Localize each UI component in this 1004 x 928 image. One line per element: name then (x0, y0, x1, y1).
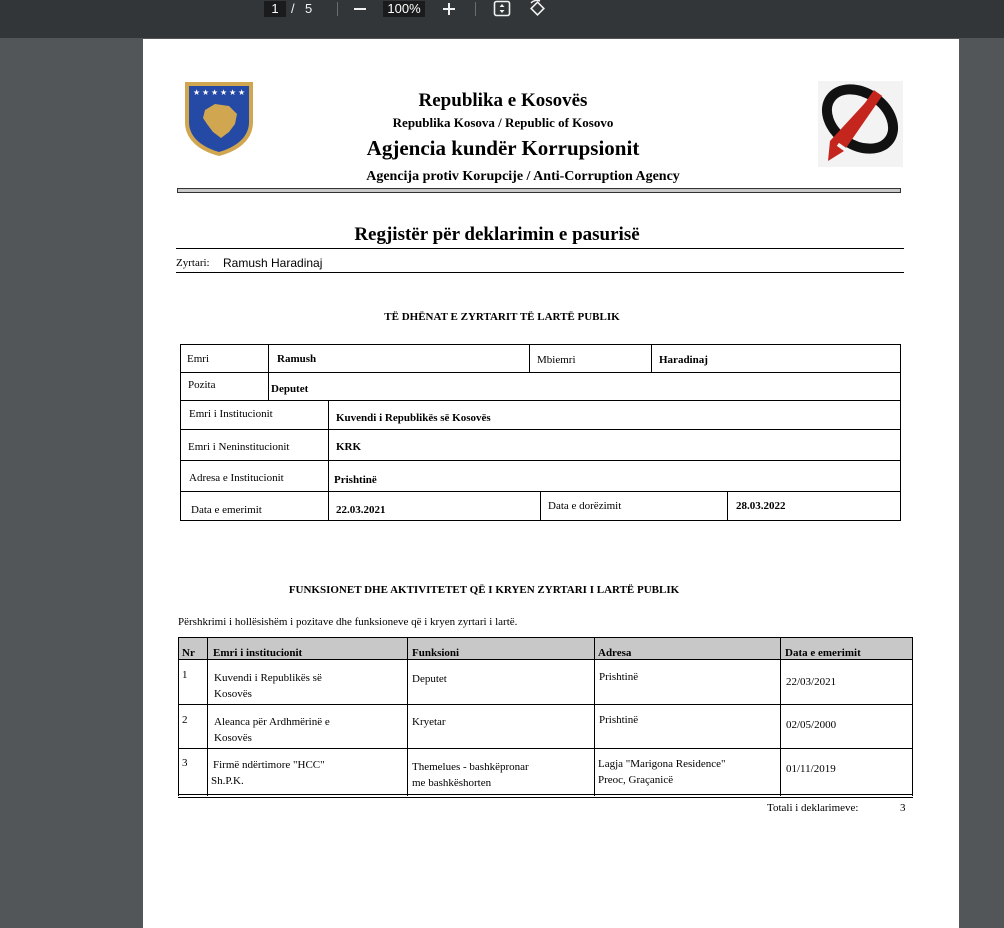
zoom-in-icon (439, 0, 459, 18)
appointment-date-value: 22.03.2021 (336, 504, 386, 516)
header-title-republic-translations: Republika Kosova / Republic of Kosovo (392, 115, 614, 130)
row-3-function-line2: me bashkëshorten (412, 777, 492, 789)
header-title-republic: Republika e Kosovës (418, 90, 588, 111)
row-2-nr: 2 (182, 714, 188, 726)
functions-section-title: FUNKSIONET DHE AKTIVITETET QË I KRYEN ZYRTARI I LARTË PUBLIK (288, 584, 680, 596)
institution-label: Emri i Institucionit (189, 408, 273, 420)
header-institution: Emri i institucionit (213, 647, 303, 659)
institution-value: Kuvendi i Republikës së Kosovës (336, 412, 491, 424)
row-3-address-line2: Preoc, Graçanicë (598, 774, 674, 786)
table-rule (540, 491, 541, 521)
zoom-in-button[interactable] (439, 0, 459, 18)
last-name-value: Haradinaj (659, 354, 708, 366)
table-rule (268, 372, 269, 400)
page-number-input[interactable]: 1 (264, 1, 286, 17)
last-name-label: Mbiemri (537, 354, 576, 366)
table-rule (328, 491, 329, 521)
submission-date-label: Data e dorëzimit (548, 500, 622, 512)
pdf-toolbar (0, 0, 1004, 38)
divider (176, 248, 904, 249)
total-pages: 5 (305, 1, 313, 16)
header-address: Adresa (598, 647, 632, 659)
table-rule (529, 345, 530, 372)
toolbar-divider (475, 2, 476, 16)
toolbar-divider (337, 2, 338, 16)
table-rule (780, 637, 781, 796)
row-3-institution-line1: Firmë ndërtimore "HCC" (213, 759, 325, 771)
table-rule (328, 429, 329, 460)
table-rule (912, 637, 913, 796)
row-3-nr: 3 (182, 757, 188, 769)
table-rule (181, 372, 900, 373)
position-label: Pozita (188, 379, 216, 391)
zoom-out-icon (350, 0, 370, 18)
total-declarations-label: Totali i deklarimeve: (767, 802, 859, 814)
row-1-institution-line1: Kuvendi i Republikës së (214, 672, 322, 684)
row-1-address: Prishtinë (599, 671, 639, 683)
row-2-institution-line1: Aleanca për Ardhmërinë e (214, 716, 330, 728)
row-1-function: Deputet (412, 673, 447, 685)
svg-text:★: ★ (220, 88, 228, 97)
submission-date-value: 28.03.2022 (736, 500, 786, 512)
fit-page-icon (492, 0, 512, 18)
table-rule (268, 345, 269, 372)
register-title: Regjistër për deklarimin e pasurisë (354, 224, 640, 245)
row-3-address-line1: Lagja "Marigona Residence" (598, 758, 726, 770)
table-rule (328, 400, 329, 429)
table-rule (407, 637, 408, 796)
page-separator: / (291, 1, 295, 16)
institution-address-value: Prishtinë (334, 474, 377, 486)
official-name: Ramush Haradinaj (223, 256, 323, 270)
header-title-agency-translations: Agencija protiv Korupcije / Anti-Corruption Agency (366, 169, 680, 184)
svg-text:★: ★ (211, 88, 219, 97)
row-2-address: Prishtinë (599, 714, 639, 726)
header-function: Funksioni (412, 647, 460, 659)
position-value: Deputet (271, 383, 309, 395)
row-3-date: 01/11/2019 (786, 763, 836, 775)
table-rule (178, 797, 913, 798)
first-name-value: Ramush (277, 353, 317, 365)
header-title-agency: Agjencia kundër Korrupsionit (366, 136, 640, 160)
total-declarations-value: 3 (900, 802, 906, 814)
zoom-level-input[interactable]: 100% (383, 1, 425, 17)
row-3-institution-line2: Sh.P.K. (211, 775, 244, 787)
divider (176, 272, 904, 273)
svg-text:★: ★ (202, 88, 210, 97)
svg-text:★: ★ (238, 88, 246, 97)
official-data-table (180, 344, 901, 521)
institution-address-label: Adresa e Institucionit (189, 472, 284, 484)
table-rule (594, 637, 595, 796)
non-institution-label: Emri i Neninstitucionit (188, 441, 290, 453)
table-rule (178, 748, 913, 749)
appointment-date-label: Data e emerimit (191, 504, 262, 516)
rotate-icon (528, 0, 548, 18)
row-1-institution-line2: Kosovës (214, 688, 252, 700)
table-rule (178, 794, 913, 795)
table-rule (181, 400, 900, 401)
table-rule (181, 429, 900, 430)
header-divider (177, 188, 901, 193)
zoom-out-button[interactable] (350, 0, 370, 18)
table-rule (727, 491, 728, 521)
table-rule (181, 460, 900, 461)
official-label: Zyrtari: (176, 257, 210, 269)
svg-text:★: ★ (229, 88, 237, 97)
table-rule (328, 460, 329, 491)
row-2-date: 02/05/2000 (786, 719, 837, 731)
non-institution-value: KRK (336, 441, 362, 453)
row-3-function-line1: Themelues - bashkëpronar (412, 761, 529, 773)
rotate-button[interactable] (528, 0, 548, 18)
table-rule (207, 637, 208, 796)
header-nr: Nr (182, 647, 195, 659)
row-2-function: Kryetar (412, 716, 446, 728)
row-2-institution-line2: Kosovës (214, 732, 252, 744)
table-rule (651, 345, 652, 372)
first-name-label: Emri (187, 353, 209, 365)
fit-page-button[interactable] (492, 0, 512, 18)
table-rule (178, 637, 179, 796)
header-appointment-date: Data e emerimit (785, 647, 861, 659)
row-1-date: 22/03/2021 (786, 676, 837, 688)
pdf-page (143, 39, 959, 928)
functions-description: Përshkrimi i hollësishëm i pozitave dhe funksioneve që i kryen zyrtari i lartë. (178, 616, 518, 628)
row-1-nr: 1 (182, 669, 188, 681)
official-data-section-title: TË DHËNAT E ZYRTARIT TË LARTË PUBLIK (384, 311, 620, 323)
functions-table (178, 637, 913, 798)
table-rule (178, 704, 913, 705)
svg-text:★: ★ (193, 88, 201, 97)
